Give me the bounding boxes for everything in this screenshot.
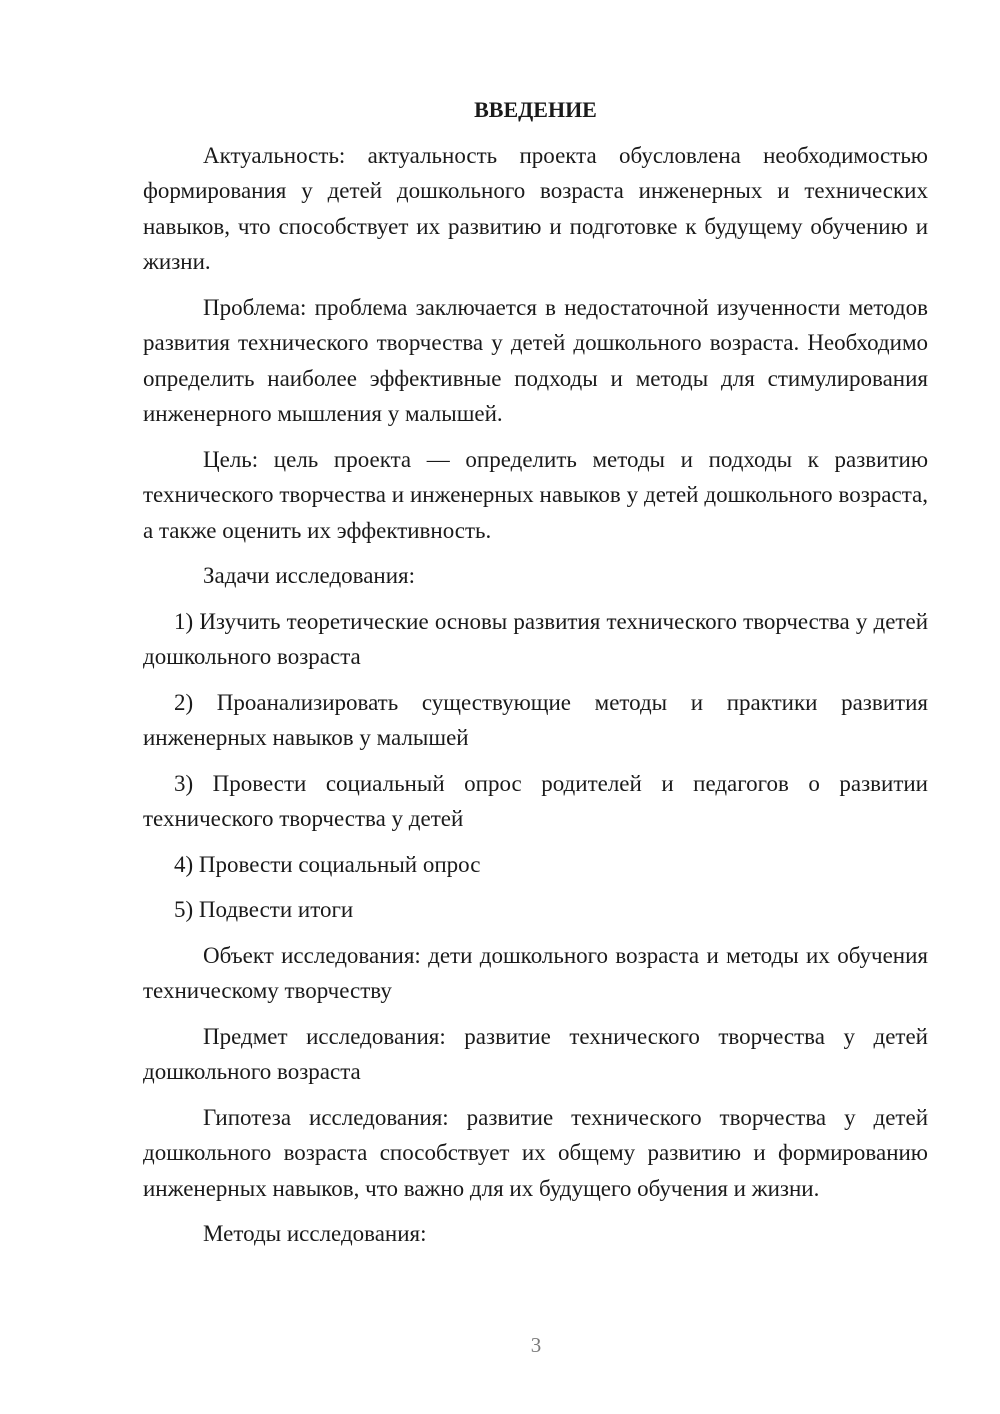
page-number: 3 <box>530 1333 542 1357</box>
section-title: ВВЕДЕНИЕ <box>474 97 597 122</box>
methods-heading: Методы исследования: <box>203 1221 427 1246</box>
task-item-5: 5) Подвести итоги <box>174 897 354 922</box>
object-paragraph: Объект исследования: дети дошкольного возраста и методы их обучения техническому творчеству <box>143 942 928 1003</box>
task-item-3: 3) Провести социальный опрос родителей и педагогов о развитии технического творчества у детей <box>143 770 928 831</box>
problem-paragraph: Проблема: проблема заключается в недостаточной изученности методов развития технического творчества у детей дошкольного возраста. Необходимо определить наиболее эффективные подходы и методы для стимулирования инженерного мышления у малышей. <box>143 294 928 426</box>
task-item-1: 1) Изучить теоретические основы развития технического творчества у детей дошкольного возраста <box>143 608 928 669</box>
goal-paragraph: Цель: цель проекта — определить методы и подходы к развитию технического творчества и инженерных навыков у детей дошкольного возраста, а также оценить их эффективность. <box>143 446 928 543</box>
subject-paragraph: Предмет исследования: развитие технического творчества у детей дошкольного возраста <box>143 1023 928 1084</box>
task-item-4: 4) Провести социальный опрос <box>174 851 481 877</box>
task-item-2: 2) Проанализировать существующие методы и практики развития инженерных навыков у малышей <box>143 689 928 750</box>
tasks-heading: Задачи исследования: <box>203 563 416 588</box>
hypothesis-paragraph: Гипотеза исследования: развитие технического творчества у детей дошкольного возраста способствует их общему развитию и формированию инженерных навыков, что важно для их будущего обучения и жизни. <box>143 1104 928 1201</box>
page-content <box>143 92 928 1262</box>
relevance-paragraph: Актуальность: актуальность проекта обусловлена необходимостью формирования у детей дошкольного возраста инженерных и технических навыков, что способствует их развитию и подготовке к будущему обучению и жизни. <box>143 142 928 274</box>
